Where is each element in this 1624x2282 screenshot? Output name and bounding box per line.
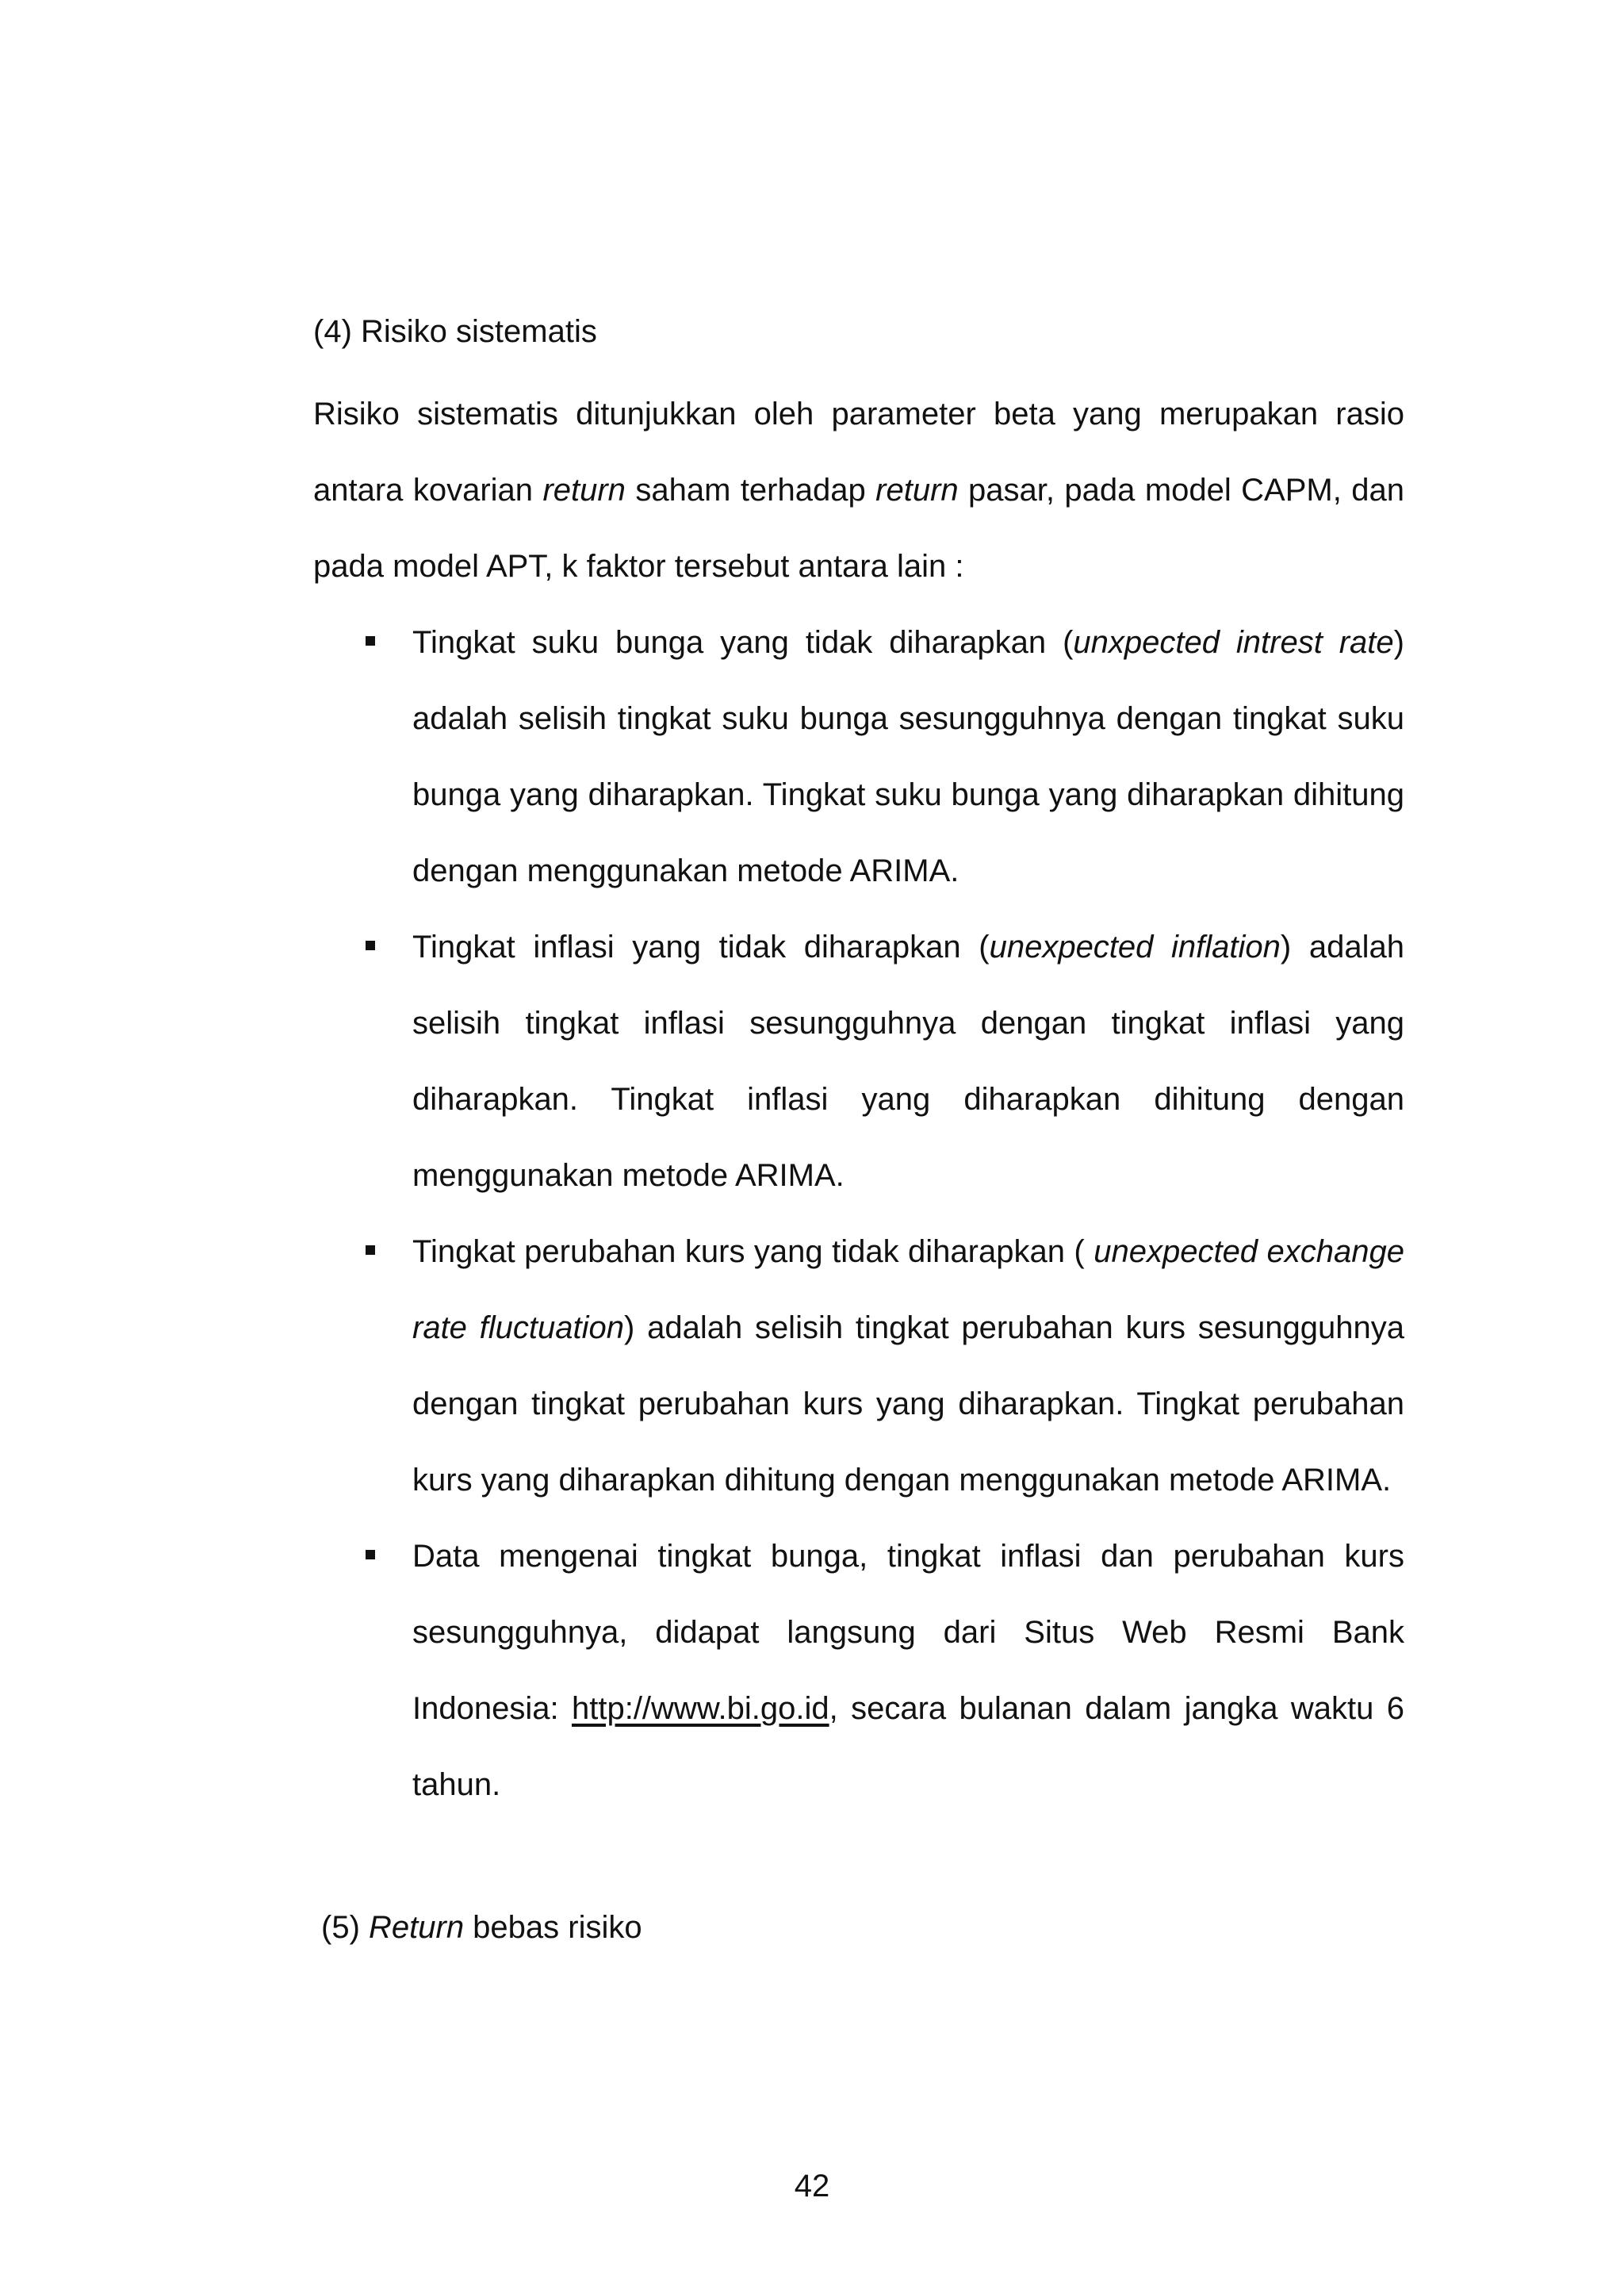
page-number: 42 bbox=[794, 2169, 830, 2203]
section-5-heading-suffix: bebas risiko bbox=[464, 1910, 642, 1945]
factor-bullet-list bbox=[0, 604, 1624, 1823]
section-5-heading bbox=[321, 1907, 642, 1948]
text-run: ) adalah selisih tingkat suku bunga sesungguhnya dengan tingkat suku bunga yang diharapkan. Tingkat suku bunga yang diharapkan dihitung dengan menggunakan metode ARIMA. bbox=[412, 625, 1404, 888]
square-bullet-icon bbox=[366, 636, 375, 646]
italic-term: return bbox=[542, 473, 626, 508]
text-run: , secara bulanan dalam jangka waktu 6 tahun. bbox=[412, 1691, 1404, 1802]
text-run: pasar, pada model CAPM, dan pada model APT, k faktor tersebut antara lain : bbox=[313, 473, 1404, 584]
section-4-intro-paragraph bbox=[313, 376, 1404, 604]
bank-indonesia-link[interactable]: http://www.bi.go.id bbox=[571, 1691, 829, 1726]
text-run: Tingkat suku bunga yang tidak diharapkan ( bbox=[412, 625, 1074, 660]
italic-term: unexpected exchange rate fluctuation bbox=[412, 1234, 1404, 1345]
text-run: ) adalah selisih tingkat perubahan kurs sesungguhnya dengan tingkat perubahan kurs yang diharapkan. Tingkat perubahan kurs yang diharapkan dihitung dengan menggunakan metode ARIMA. bbox=[412, 1310, 1404, 1498]
square-bullet-icon bbox=[366, 1245, 375, 1255]
text-run: Tingkat perubahan kurs yang tidak diharapkan ( bbox=[412, 1234, 1094, 1269]
italic-term: unexpected inflation bbox=[989, 930, 1281, 965]
square-bullet-icon bbox=[366, 1550, 375, 1559]
bullet-item bbox=[412, 1214, 1404, 1518]
text-run: Risiko sistematis ditunjukkan oleh parameter beta yang merupakan rasio antara kovarian bbox=[313, 397, 1404, 508]
square-bullet-icon bbox=[366, 941, 375, 950]
text-run: Tingkat inflasi yang tidak diharapkan ( bbox=[412, 930, 990, 965]
bullet-item bbox=[412, 909, 1404, 1214]
section-5-heading-prefix: (5) bbox=[321, 1910, 369, 1945]
bullet-item bbox=[412, 1518, 1404, 1823]
text-run: saham terhadap bbox=[625, 473, 876, 508]
section-5-heading-italic: Return bbox=[369, 1910, 465, 1945]
text-run: Data mengenai tingkat bunga, tingkat inflasi dan perubahan kurs sesungguhnya, didapat langsung dari Situs Web Resmi Bank Indonesia: bbox=[412, 1539, 1404, 1726]
italic-term: return bbox=[875, 473, 959, 508]
italic-term: unxpected intrest rate bbox=[1073, 625, 1394, 660]
bullet-item bbox=[412, 604, 1404, 909]
section-4-heading: (4) Risiko sistematis bbox=[313, 314, 597, 349]
text-run: ) adalah selisih tingkat inflasi sesungguhnya dengan tingkat inflasi yang diharapkan. Tingkat inflasi yang diharapkan dihitung dengan menggunakan metode ARIMA. bbox=[412, 930, 1404, 1193]
